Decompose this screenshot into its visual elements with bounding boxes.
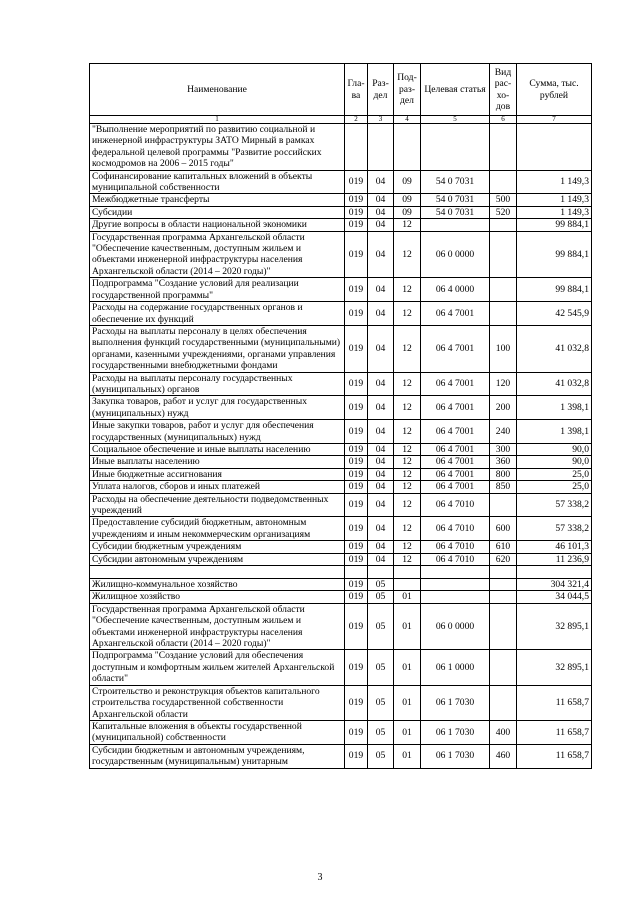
header-glava: Гла-ва [345, 64, 368, 116]
cell-glava: 019 [345, 170, 368, 194]
cell-razdel: 05 [368, 744, 394, 768]
header-podrazdel: Под-раз-дел [394, 64, 421, 116]
cell-summa: 25,0 [517, 481, 592, 493]
cell-glava: 019 [345, 302, 368, 326]
cell-statya: 54 0 7031 [421, 194, 490, 206]
cell-name: Строительство и реконструкция объектов капитального строительства государственной собственности Архангельской области [90, 685, 345, 720]
cell-statya: 06 0 0000 [421, 603, 490, 650]
table-row [90, 302, 592, 326]
cell-statya [421, 219, 490, 231]
cell-razdel: 04 [368, 420, 394, 444]
cell-podrazdel: 12 [394, 231, 421, 278]
table-row [90, 481, 592, 493]
cell-summa: 11 658,7 [517, 685, 592, 720]
cell-name: Социальное обеспечение и иные выплаты населению [90, 443, 345, 455]
cell-statya: 06 4 7010 [421, 493, 490, 517]
cell-razdel: 04 [368, 325, 394, 372]
cell-statya: 54 0 7031 [421, 170, 490, 194]
cell-podrazdel: 12 [394, 278, 421, 302]
cell-summa: 1 149,3 [517, 170, 592, 194]
cell-podrazdel: 09 [394, 206, 421, 218]
column-number: 2 [345, 116, 368, 124]
cell-summa: 11 236,9 [517, 553, 592, 565]
cell-summa: 99 884,1 [517, 231, 592, 278]
cell-statya: 06 0 0000 [421, 231, 490, 278]
cell-summa [517, 566, 592, 579]
table-row [90, 493, 592, 517]
cell-glava: 019 [345, 456, 368, 468]
cell-podrazdel: 12 [394, 493, 421, 517]
column-number: 5 [421, 116, 490, 124]
table-row [90, 720, 592, 744]
cell-statya: 06 4 7001 [421, 443, 490, 455]
cell-razdel: 04 [368, 396, 394, 420]
cell-razdel [368, 566, 394, 579]
cell-vid [490, 219, 517, 231]
cell-summa: 41 032,8 [517, 372, 592, 396]
cell-podrazdel: 12 [394, 302, 421, 326]
cell-razdel: 04 [368, 456, 394, 468]
cell-glava: 019 [345, 481, 368, 493]
cell-summa: 11 658,7 [517, 720, 592, 744]
cell-glava: 019 [345, 650, 368, 685]
cell-vid [490, 302, 517, 326]
cell-razdel: 05 [368, 685, 394, 720]
cell-summa: 41 032,8 [517, 325, 592, 372]
cell-vid: 240 [490, 420, 517, 444]
cell-name: Софинансирование капитальных вложений в объекты муниципальной собственности [90, 170, 345, 194]
table-row [90, 603, 592, 650]
cell-name: Иные закупки товаров, работ и услуг для обеспечения государственных (муниципальных) нужд [90, 420, 345, 444]
cell-glava: 019 [345, 603, 368, 650]
cell-statya [421, 579, 490, 591]
cell-name: Субсидии бюджетным учреждениям [90, 541, 345, 553]
cell-name: Капитальные вложения в объекты государственной (муниципальной) собственности [90, 720, 345, 744]
cell-statya: 06 4 7001 [421, 420, 490, 444]
cell-podrazdel: 01 [394, 603, 421, 650]
cell-razdel: 04 [368, 493, 394, 517]
cell-vid [490, 685, 517, 720]
cell-glava: 019 [345, 744, 368, 768]
table-row [90, 219, 592, 231]
header-summa: Сумма, тыс. рублей [517, 64, 592, 116]
cell-vid [490, 579, 517, 591]
cell-vid: 120 [490, 372, 517, 396]
cell-glava: 019 [345, 591, 368, 603]
cell-razdel: 05 [368, 603, 394, 650]
cell-name: Жилищное хозяйство [90, 591, 345, 603]
table-row [90, 744, 592, 768]
cell-glava: 019 [345, 493, 368, 517]
column-number-row [90, 116, 592, 124]
cell-podrazdel: 01 [394, 650, 421, 685]
cell-podrazdel: 12 [394, 443, 421, 455]
cell-name: Подпрограмма "Создание условий для реализации государственной программы" [90, 278, 345, 302]
cell-name: Иные выплаты населению [90, 456, 345, 468]
cell-razdel: 05 [368, 579, 394, 591]
table-row [90, 566, 592, 579]
cell-razdel: 04 [368, 481, 394, 493]
cell-razdel: 04 [368, 278, 394, 302]
cell-vid: 620 [490, 553, 517, 565]
cell-summa: 1 149,3 [517, 206, 592, 218]
cell-statya: 06 1 0000 [421, 650, 490, 685]
cell-vid [490, 278, 517, 302]
cell-vid: 460 [490, 744, 517, 768]
column-number: 4 [394, 116, 421, 124]
cell-vid [490, 603, 517, 650]
cell-razdel: 05 [368, 650, 394, 685]
cell-glava: 019 [345, 720, 368, 744]
cell-podrazdel: 12 [394, 456, 421, 468]
table-header-row [90, 64, 592, 116]
cell-vid: 200 [490, 396, 517, 420]
cell-glava: 019 [345, 219, 368, 231]
cell-name: Субсидии бюджетным и автономным учреждениям, государственным (муниципальным) унитарным [90, 744, 345, 768]
cell-glava: 019 [345, 206, 368, 218]
cell-summa: 57 338,2 [517, 517, 592, 541]
cell-podrazdel [394, 566, 421, 579]
cell-vid [490, 591, 517, 603]
cell-summa: 1 398,1 [517, 420, 592, 444]
cell-name: Расходы на выплаты персоналу в целях обеспечения выполнения функций государственными (муниципальными) органами, казенными учреждениями, органами управления государственными внебюджетными фондами [90, 325, 345, 372]
cell-razdel: 04 [368, 372, 394, 396]
table-row [90, 170, 592, 194]
budget-table [89, 63, 592, 769]
cell-podrazdel [394, 124, 421, 171]
cell-summa: 11 658,7 [517, 744, 592, 768]
cell-name: Государственная программа Архангельской области "Обеспечение качественным, доступным жильем и объектами инженерной инфраструктуры населения Архангельской области (2014 – 2020 годы)" [90, 231, 345, 278]
cell-glava [345, 124, 368, 171]
table-row [90, 650, 592, 685]
cell-vid [490, 650, 517, 685]
cell-podrazdel: 01 [394, 591, 421, 603]
cell-glava: 019 [345, 685, 368, 720]
table-row [90, 325, 592, 372]
table-row [90, 579, 592, 591]
cell-name: Межбюджетные трансферты [90, 194, 345, 206]
cell-name: "Выполнение мероприятий по развитию социальной и инженерной инфраструктуры ЗАТО Мирный в рамках федеральной целевой программы "Развитие российских космодромов на 2006 – 2015 годы" [90, 124, 345, 171]
cell-glava: 019 [345, 468, 368, 480]
table-row [90, 124, 592, 171]
cell-razdel: 04 [368, 443, 394, 455]
cell-statya: 06 1 7030 [421, 720, 490, 744]
cell-glava: 019 [345, 325, 368, 372]
cell-vid: 360 [490, 456, 517, 468]
cell-razdel: 04 [368, 231, 394, 278]
cell-vid [490, 124, 517, 171]
table-row [90, 456, 592, 468]
table-row [90, 194, 592, 206]
cell-vid: 300 [490, 443, 517, 455]
header-statya: Целевая статья [421, 64, 490, 116]
column-number: 3 [368, 116, 394, 124]
cell-statya [421, 566, 490, 579]
cell-glava: 019 [345, 517, 368, 541]
cell-summa: 304 321,4 [517, 579, 592, 591]
cell-razdel: 04 [368, 219, 394, 231]
table-row [90, 206, 592, 218]
cell-summa: 99 884,1 [517, 219, 592, 231]
cell-razdel: 05 [368, 591, 394, 603]
cell-vid [490, 231, 517, 278]
cell-summa: 32 895,1 [517, 650, 592, 685]
column-number: 1 [90, 116, 345, 124]
cell-razdel: 04 [368, 541, 394, 553]
cell-podrazdel: 12 [394, 372, 421, 396]
cell-podrazdel: 12 [394, 219, 421, 231]
cell-summa: 90,0 [517, 456, 592, 468]
cell-glava: 019 [345, 443, 368, 455]
cell-glava: 019 [345, 553, 368, 565]
cell-name: Закупка товаров, работ и услуг для государственных (муниципальных) нужд [90, 396, 345, 420]
cell-vid [490, 170, 517, 194]
table-row [90, 420, 592, 444]
cell-razdel: 04 [368, 302, 394, 326]
cell-statya: 06 4 7001 [421, 372, 490, 396]
cell-summa: 1 398,1 [517, 396, 592, 420]
cell-statya: 06 4 7010 [421, 517, 490, 541]
cell-glava: 019 [345, 541, 368, 553]
cell-glava: 019 [345, 396, 368, 420]
cell-summa: 46 101,3 [517, 541, 592, 553]
cell-podrazdel [394, 579, 421, 591]
column-number: 6 [490, 116, 517, 124]
table-row [90, 541, 592, 553]
cell-vid [490, 493, 517, 517]
cell-razdel: 04 [368, 553, 394, 565]
cell-glava: 019 [345, 231, 368, 278]
column-number: 7 [517, 116, 592, 124]
cell-podrazdel: 12 [394, 481, 421, 493]
cell-name: Расходы на обеспечение деятельности подведомственных учреждений [90, 493, 345, 517]
cell-statya [421, 124, 490, 171]
cell-razdel: 04 [368, 170, 394, 194]
cell-glava [345, 566, 368, 579]
cell-razdel: 05 [368, 720, 394, 744]
cell-podrazdel: 09 [394, 194, 421, 206]
cell-podrazdel: 12 [394, 541, 421, 553]
page-number: 3 [317, 872, 323, 883]
cell-statya: 06 4 7001 [421, 302, 490, 326]
table-row [90, 553, 592, 565]
cell-summa: 32 895,1 [517, 603, 592, 650]
cell-podrazdel: 09 [394, 170, 421, 194]
cell-podrazdel: 12 [394, 517, 421, 541]
cell-glava: 019 [345, 278, 368, 302]
table-row [90, 517, 592, 541]
cell-statya: 06 4 7001 [421, 468, 490, 480]
cell-name: Подпрограмма "Создание условий для обеспечения доступным и комфортным жильем жителей Архангельской области" [90, 650, 345, 685]
cell-name: Иные бюджетные ассигнования [90, 468, 345, 480]
table-row [90, 468, 592, 480]
cell-podrazdel: 12 [394, 420, 421, 444]
cell-statya: 06 4 7001 [421, 325, 490, 372]
cell-summa [517, 124, 592, 171]
cell-vid: 600 [490, 517, 517, 541]
header-razdel: Раз-дел [368, 64, 394, 116]
cell-summa: 90,0 [517, 443, 592, 455]
cell-name: Уплата налогов, сборов и иных платежей [90, 481, 345, 493]
cell-podrazdel: 01 [394, 744, 421, 768]
cell-summa: 1 149,3 [517, 194, 592, 206]
cell-podrazdel: 12 [394, 553, 421, 565]
cell-vid [490, 566, 517, 579]
cell-razdel: 04 [368, 206, 394, 218]
cell-summa: 34 044,5 [517, 591, 592, 603]
cell-summa: 42 545,9 [517, 302, 592, 326]
cell-razdel: 04 [368, 194, 394, 206]
header-vid: Вид рас-хо-дов [490, 64, 517, 116]
cell-summa: 25,0 [517, 468, 592, 480]
cell-statya: 06 4 0000 [421, 278, 490, 302]
cell-vid: 500 [490, 194, 517, 206]
cell-glava: 019 [345, 372, 368, 396]
cell-statya: 06 1 7030 [421, 744, 490, 768]
table-row [90, 278, 592, 302]
cell-statya: 54 0 7031 [421, 206, 490, 218]
cell-statya: 06 4 7001 [421, 456, 490, 468]
cell-razdel: 04 [368, 468, 394, 480]
cell-name: Расходы на выплаты персоналу государственных (муниципальных) органов [90, 372, 345, 396]
cell-name [90, 566, 345, 579]
table-row [90, 591, 592, 603]
cell-vid: 100 [490, 325, 517, 372]
cell-name: Жилищно-коммунальное хозяйство [90, 579, 345, 591]
table-row [90, 372, 592, 396]
cell-name: Субсидии автономным учреждениям [90, 553, 345, 565]
cell-statya: 06 4 7010 [421, 553, 490, 565]
cell-podrazdel: 12 [394, 325, 421, 372]
cell-glava: 019 [345, 579, 368, 591]
cell-statya: 06 1 7030 [421, 685, 490, 720]
cell-razdel: 04 [368, 517, 394, 541]
cell-name: Предоставление субсидий бюджетным, автономным учреждениям и иным некоммерческим организациям [90, 517, 345, 541]
cell-podrazdel: 12 [394, 396, 421, 420]
table-row [90, 443, 592, 455]
cell-statya: 06 4 7010 [421, 541, 490, 553]
cell-vid: 520 [490, 206, 517, 218]
cell-podrazdel: 01 [394, 720, 421, 744]
cell-summa: 99 884,1 [517, 278, 592, 302]
cell-name: Другие вопросы в области национальной экономики [90, 219, 345, 231]
cell-vid: 800 [490, 468, 517, 480]
cell-name: Субсидии [90, 206, 345, 218]
table-row [90, 231, 592, 278]
header-name: Наименование [90, 64, 345, 116]
cell-glava: 019 [345, 420, 368, 444]
table-row [90, 396, 592, 420]
cell-summa: 57 338,2 [517, 493, 592, 517]
cell-statya: 06 4 7001 [421, 481, 490, 493]
cell-name: Расходы на содержание государственных органов и обеспечение их функций [90, 302, 345, 326]
table-row [90, 685, 592, 720]
cell-name: Государственная программа Архангельской области "Обеспечение качественным, доступным жильем и объектами инженерной инфраструктуры населения Архангельской области (2014 – 2020 годы)" [90, 603, 345, 650]
cell-vid: 850 [490, 481, 517, 493]
cell-glava: 019 [345, 194, 368, 206]
cell-vid: 610 [490, 541, 517, 553]
cell-podrazdel: 12 [394, 468, 421, 480]
cell-razdel [368, 124, 394, 171]
cell-vid: 400 [490, 720, 517, 744]
cell-statya [421, 591, 490, 603]
cell-podrazdel: 01 [394, 685, 421, 720]
cell-statya: 06 4 7001 [421, 396, 490, 420]
